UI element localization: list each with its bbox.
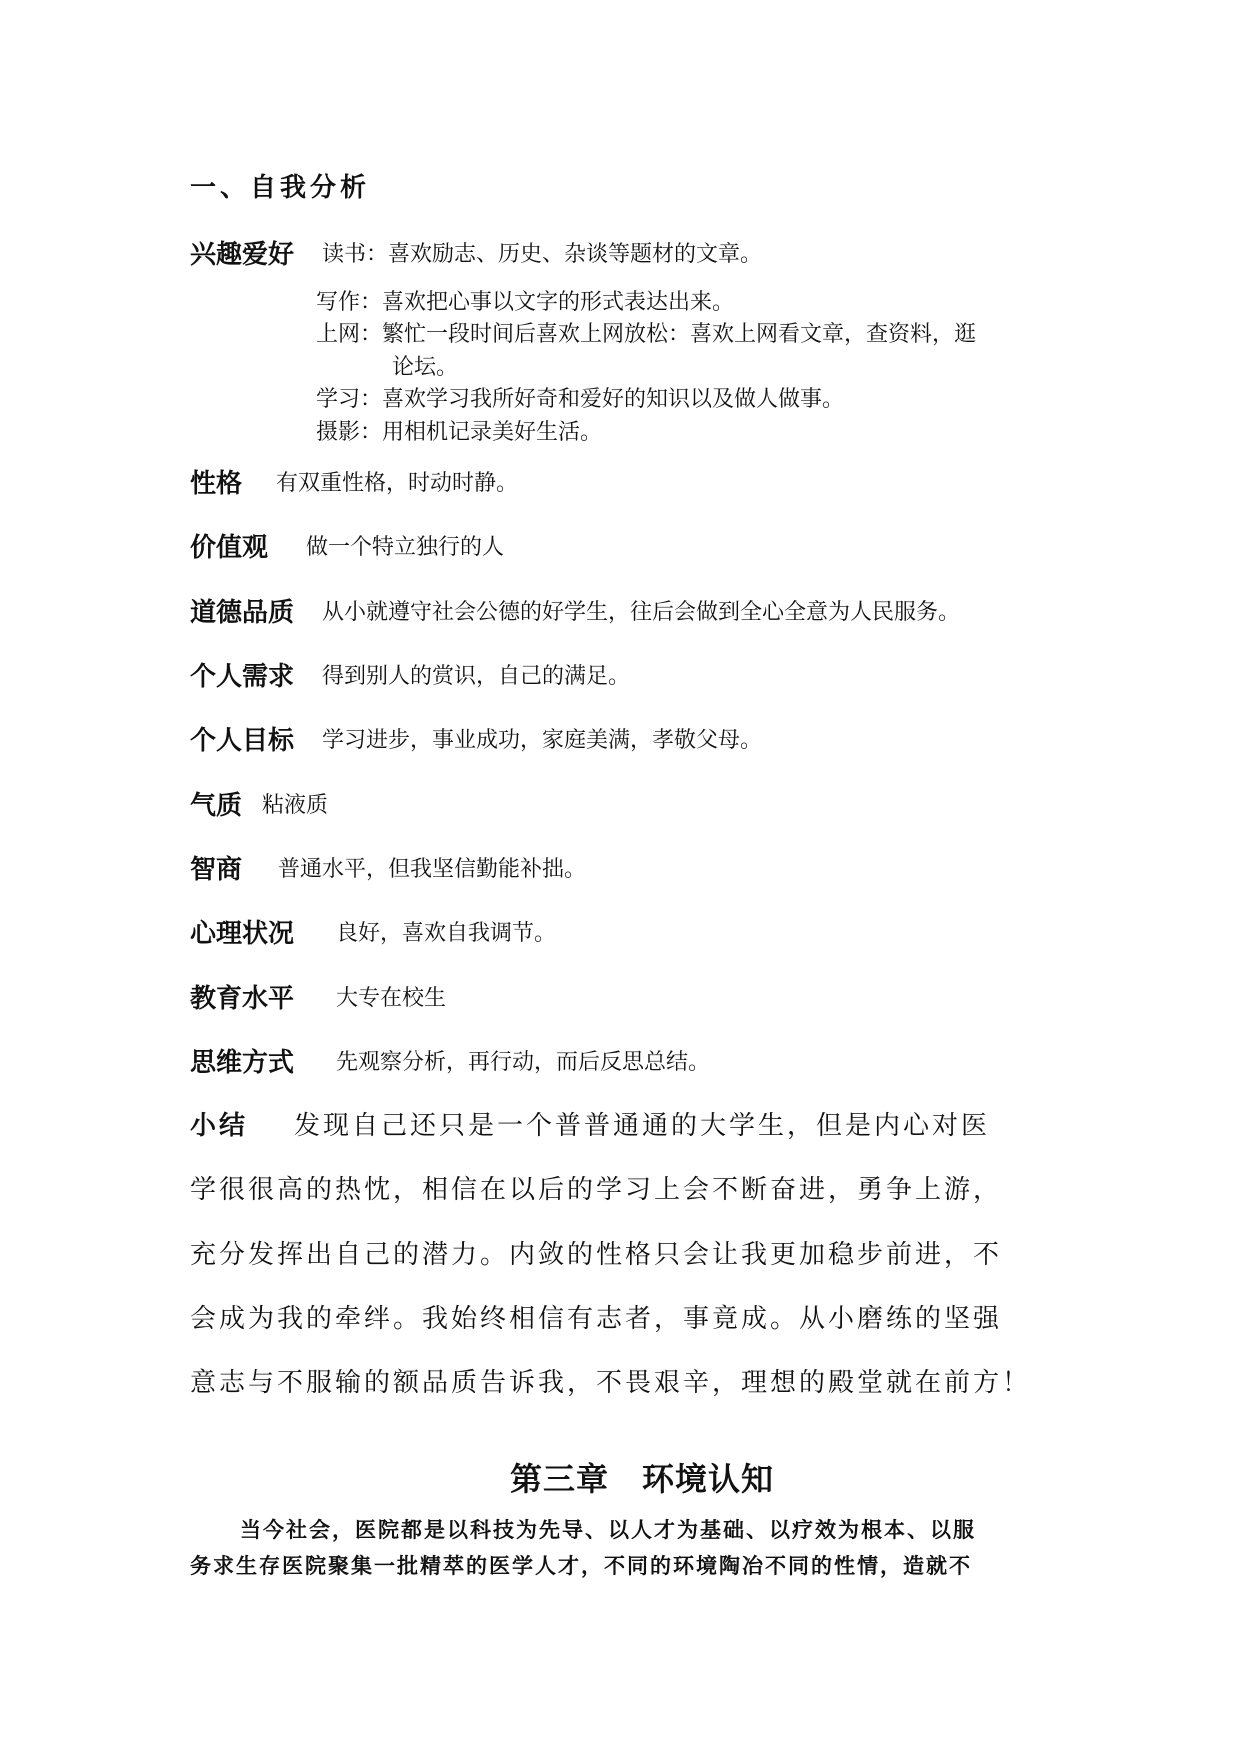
interest-line-photography: 摄影：用相机记录美好生活。 — [316, 420, 603, 445]
chapter-paragraph-line-1: 当今社会，医院都是以科技为先导、以人才为基础、以疗效为根本、以服 — [240, 1517, 976, 1542]
interest-line-study: 学习：喜欢学习我所好奇和爱好的知识以及做人做事。 — [316, 387, 845, 412]
value-education: 大专在校生 — [336, 986, 447, 1011]
section-heading: 一、自我分析 — [190, 173, 371, 203]
value-morality: 从小就遵守社会公德的好学生，往后会做到全心全意为人民服务。 — [322, 600, 961, 625]
summary-line-4: 会成为我的牵绊。我始终相信有志者，事竟成。从小磨练的坚强 — [190, 1304, 1003, 1334]
label-thinking: 思维方式 — [190, 1048, 295, 1078]
label-summary: 小结 — [190, 1111, 249, 1141]
label-iq: 智商 — [190, 855, 243, 885]
value-thinking: 先观察分析，再行动，而后反思总结。 — [336, 1050, 711, 1075]
label-morality: 道德品质 — [190, 598, 295, 628]
value-iq: 普通水平，但我坚信勤能补拙。 — [278, 857, 587, 882]
value-personality: 有双重性格，时动时静。 — [276, 471, 519, 496]
label-goals: 个人目标 — [190, 726, 295, 756]
value-values: 做一个特立独行的人 — [306, 535, 505, 560]
chapter-title: 第三章 环境认知 — [510, 1460, 775, 1498]
value-temperament: 粘液质 — [262, 793, 329, 818]
chapter-paragraph-line-2: 务求生存医院聚集一批精萃的医学人才，不同的环境陶冶不同的性情，造就不 — [190, 1553, 972, 1578]
label-temperament: 气质 — [190, 791, 243, 821]
interest-line-reading: 读书：喜欢励志、历史、杂谈等题材的文章。 — [322, 242, 763, 267]
value-mental-state: 良好，喜欢自我调节。 — [336, 921, 557, 946]
value-needs: 得到别人的赏识，自己的满足。 — [322, 664, 631, 689]
label-personality: 性格 — [190, 469, 243, 499]
label-values: 价值观 — [190, 533, 269, 563]
label-mental-state: 心理状况 — [190, 919, 295, 949]
interest-line-internet: 上网：繁忙一段时间后喜欢上网放松：喜欢上网看文章，查资料，逛 — [316, 322, 977, 347]
label-education: 教育水平 — [190, 984, 295, 1014]
value-goals: 学习进步，事业成功，家庭美满，孝敬父母。 — [322, 728, 763, 753]
label-interests: 兴趣爱好 — [190, 240, 295, 270]
label-needs: 个人需求 — [190, 662, 295, 692]
summary-line-5: 意志与不服输的额品质告诉我，不畏艰辛，理想的殿堂就在前方！ — [190, 1368, 1032, 1398]
summary-line-3: 充分发挥出自己的潜力。内敛的性格只会让我更加稳步前进，不 — [190, 1240, 1003, 1270]
summary-line-1: 发现自己还只是一个普普通通的大学生，但是内心对医 — [294, 1111, 991, 1141]
interest-line-writing: 写作：喜欢把心事以文字的形式表达出来。 — [316, 290, 735, 315]
interest-line-internet-cont: 论坛。 — [392, 355, 459, 380]
summary-line-2: 学很很高的热忱，相信在以后的学习上会不断奋进，勇争上游， — [190, 1175, 1003, 1205]
